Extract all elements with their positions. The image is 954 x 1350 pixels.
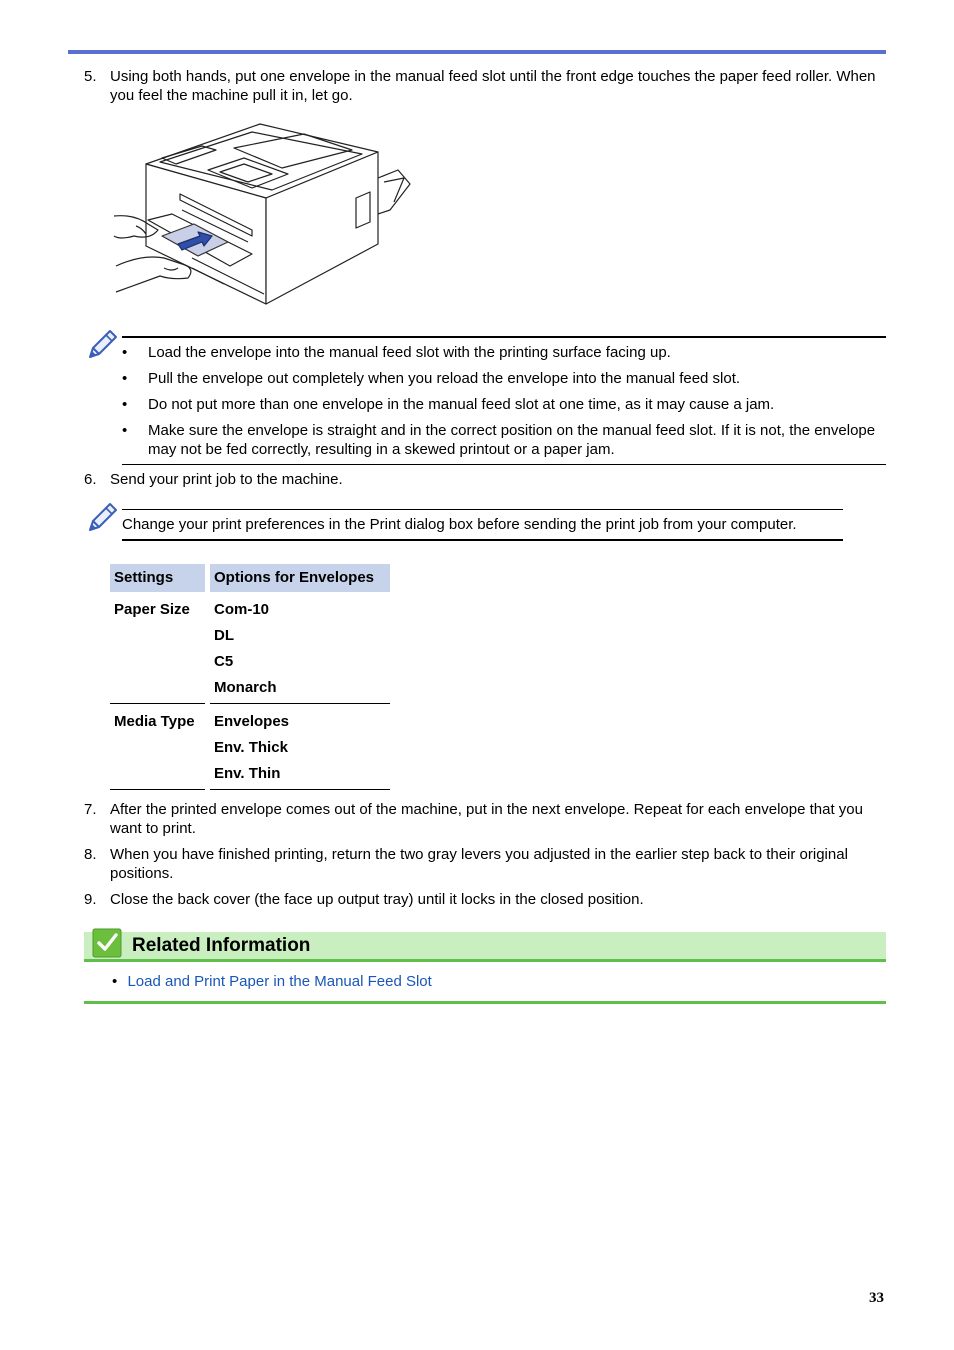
- related-bottom-rule: [84, 1001, 886, 1004]
- related-link-manual-feed[interactable]: Load and Print Paper in the Manual Feed Slot: [127, 973, 432, 990]
- page-number: 33: [869, 1290, 884, 1306]
- step-text: Using both hands, put one envelope in the manual feed slot until the front edge touches the paper feed roller. When you feel the machine pull it in, let go.: [110, 68, 876, 104]
- note-item-text: Do not put more than one envelope in the manual feed slot at one time, as it may cause a jam.: [148, 396, 775, 413]
- step-number: 9.: [84, 891, 97, 908]
- bullet: •: [122, 344, 128, 361]
- note-text: Change your print preferences in the Print dialog box before sending the print job from your computer.: [122, 516, 797, 533]
- pencil-note-icon: [86, 329, 118, 361]
- bullet: •: [112, 973, 118, 990]
- table-row-divider: [110, 789, 205, 790]
- table-cell-option: Com-10: [214, 601, 270, 618]
- step-text: Send your print job to the machine.: [110, 471, 343, 488]
- table-cell-option: Monarch: [214, 679, 277, 696]
- step-text: When you have finished printing, return the two gray levers you adjusted in the earlier step back to their original positions.: [110, 846, 848, 882]
- table-row-divider: [210, 703, 390, 704]
- note-box-envelope-tips: [122, 336, 886, 465]
- table-cell-setting: Media Type: [114, 713, 195, 730]
- related-information-title: Related Information: [132, 935, 311, 956]
- note-item-text: Pull the envelope out completely when you reload the envelope into the manual feed slot.: [148, 370, 741, 387]
- table-cell-option: Env. Thin: [214, 765, 281, 782]
- step-text: Close the back cover (the face up output tray) until it locks in the closed position.: [110, 891, 644, 908]
- related-list-item: [112, 972, 432, 991]
- step-number: 8.: [84, 846, 97, 863]
- note-box-print-preferences: [122, 509, 843, 541]
- top-rule: [68, 50, 886, 54]
- list-item: [122, 343, 886, 362]
- bullet: •: [122, 422, 128, 439]
- checkmark-icon: [92, 928, 122, 958]
- table-cell-option: Env. Thick: [214, 739, 288, 756]
- table-cell-option: DL: [214, 627, 234, 644]
- step-6: [84, 470, 886, 489]
- step-8: [84, 845, 886, 883]
- step-text: After the printed envelope comes out of the machine, put in the next envelope. Repeat for each envelope that you want to print.: [110, 801, 863, 837]
- table-row-divider: [110, 703, 205, 704]
- step-7: [84, 800, 886, 838]
- table-cell-setting: Paper Size: [114, 601, 190, 618]
- list-item: [122, 421, 886, 459]
- pencil-note-icon: [86, 502, 118, 534]
- step-9: [84, 890, 886, 909]
- table-header-options: Options for Envelopes: [210, 564, 390, 592]
- note-item-text: Make sure the envelope is straight and in the correct position on the manual feed slot. If it is not, the envelope may not be fed correctly, resulting in a skewed printout or a paper jam.: [148, 422, 876, 458]
- step-number: 6.: [84, 471, 97, 488]
- step-number: 7.: [84, 801, 97, 818]
- printer-illustration: [112, 118, 414, 310]
- table-row-divider: [210, 789, 390, 790]
- note-item-text: Load the envelope into the manual feed slot with the printing surface facing up.: [148, 344, 671, 361]
- table-cell-option: C5: [214, 653, 234, 670]
- bullet: •: [122, 370, 128, 387]
- list-item: [122, 395, 886, 414]
- table-cell-option: Envelopes: [214, 713, 290, 730]
- list-item: [122, 369, 886, 388]
- bullet: •: [122, 396, 128, 413]
- table-header-settings: Settings: [110, 564, 205, 592]
- step-5: [84, 67, 886, 105]
- step-number: 5.: [84, 68, 97, 85]
